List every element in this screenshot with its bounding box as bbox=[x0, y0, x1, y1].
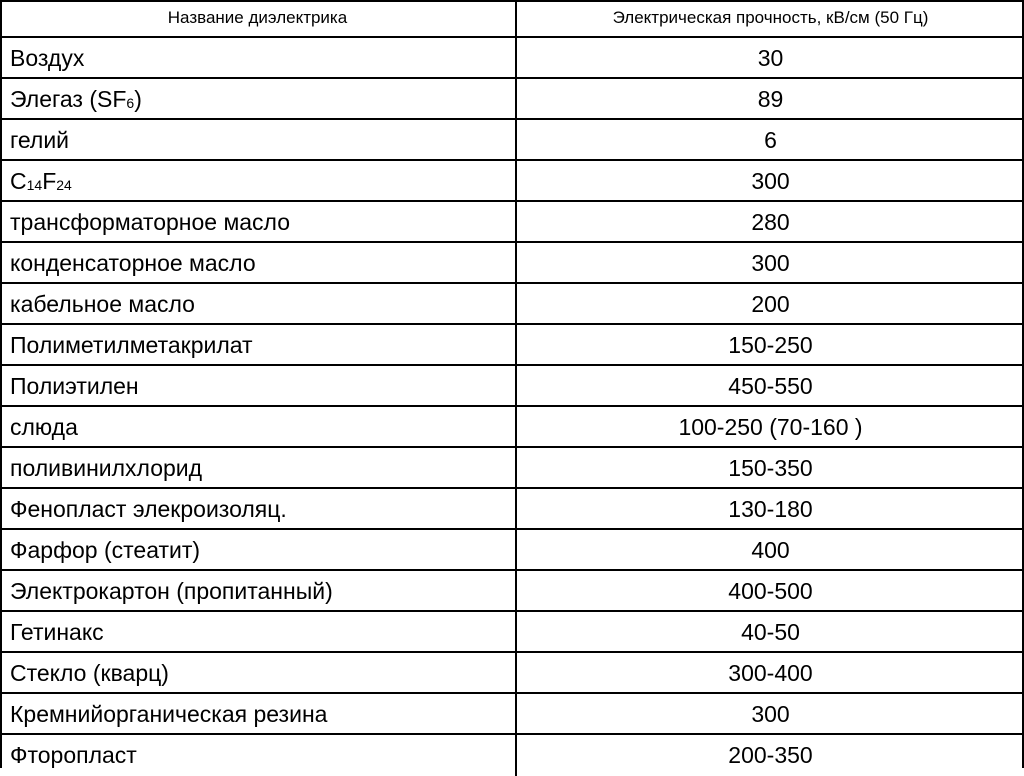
row-value: 150-250 bbox=[728, 332, 813, 358]
row-name: Фенопласт элекроизоляц. bbox=[0, 489, 517, 530]
table-row bbox=[0, 733, 1024, 776]
row-name bbox=[0, 161, 517, 202]
table-row bbox=[0, 36, 1024, 79]
table-row bbox=[0, 610, 1024, 653]
row-name-text: C bbox=[10, 168, 27, 194]
table-row bbox=[0, 692, 1024, 735]
row-name-mid: F bbox=[42, 168, 57, 194]
row-name: Стекло (кварц) bbox=[0, 653, 517, 694]
header-dielectric-name: Название диэлектрика bbox=[0, 0, 517, 36]
table-row bbox=[0, 200, 1024, 243]
table-row bbox=[0, 77, 1024, 120]
row-name: Полиметилметакрилат bbox=[0, 325, 517, 366]
row-name: Электрокартон (пропитанный) bbox=[0, 571, 517, 612]
header-electric-strength: Электрическая прочность, кВ/см (50 Гц) bbox=[612, 8, 929, 27]
row-value: 300 bbox=[751, 250, 790, 276]
table-row bbox=[0, 569, 1024, 612]
row-value: 450-550 bbox=[728, 373, 813, 399]
row-name: кабельное масло bbox=[0, 284, 517, 325]
row-name bbox=[0, 79, 517, 120]
row-name-suffix: ) bbox=[134, 86, 142, 112]
row-name: Полиэтилен bbox=[0, 366, 517, 407]
table-row bbox=[0, 487, 1024, 530]
row-name-subscript: 6 bbox=[126, 94, 135, 111]
table-row bbox=[0, 241, 1024, 284]
row-value: 300-400 bbox=[728, 660, 813, 686]
row-name: гелий bbox=[0, 120, 517, 161]
table-row bbox=[0, 282, 1024, 325]
row-value: 89 bbox=[757, 86, 784, 112]
row-value: 100-250 (70-160 ) bbox=[678, 414, 863, 440]
row-name: Фарфор (стеатит) bbox=[0, 530, 517, 571]
row-name-text: Элегаз (SF bbox=[10, 86, 127, 112]
table-row bbox=[0, 651, 1024, 694]
row-value: 400-500 bbox=[728, 578, 813, 604]
row-value: 150-350 bbox=[728, 455, 813, 481]
row-name: Воздух bbox=[0, 38, 517, 79]
row-value: 6 bbox=[764, 127, 777, 153]
row-value: 200-350 bbox=[728, 742, 813, 768]
row-name: слюда bbox=[0, 407, 517, 448]
table-row bbox=[0, 364, 1024, 407]
row-name: Фторопласт bbox=[0, 735, 517, 776]
row-value: 40-50 bbox=[741, 619, 800, 645]
row-name: конденсаторное масло bbox=[0, 243, 517, 284]
table-row bbox=[0, 118, 1024, 161]
row-value: 130-180 bbox=[728, 496, 813, 522]
table-row bbox=[0, 446, 1024, 489]
row-name: Гетинакс bbox=[0, 612, 517, 653]
row-name: поливинилхлорид bbox=[0, 448, 517, 489]
row-value: 300 bbox=[751, 701, 790, 727]
table-row bbox=[0, 528, 1024, 571]
row-value: 200 bbox=[751, 291, 790, 317]
table-row bbox=[0, 159, 1024, 202]
table-row bbox=[0, 323, 1024, 366]
row-name-subscript: 14 bbox=[26, 176, 43, 193]
row-name: трансформаторное масло bbox=[0, 202, 517, 243]
row-value: 280 bbox=[751, 209, 790, 235]
row-value: 300 bbox=[751, 168, 790, 194]
row-name-subscript-2: 24 bbox=[56, 176, 72, 193]
table-header bbox=[0, 0, 1024, 36]
row-name: Кремнийорганическая резина bbox=[0, 694, 517, 735]
table-row bbox=[0, 405, 1024, 448]
row-value: 400 bbox=[751, 537, 790, 563]
row-value: 30 bbox=[757, 45, 784, 71]
